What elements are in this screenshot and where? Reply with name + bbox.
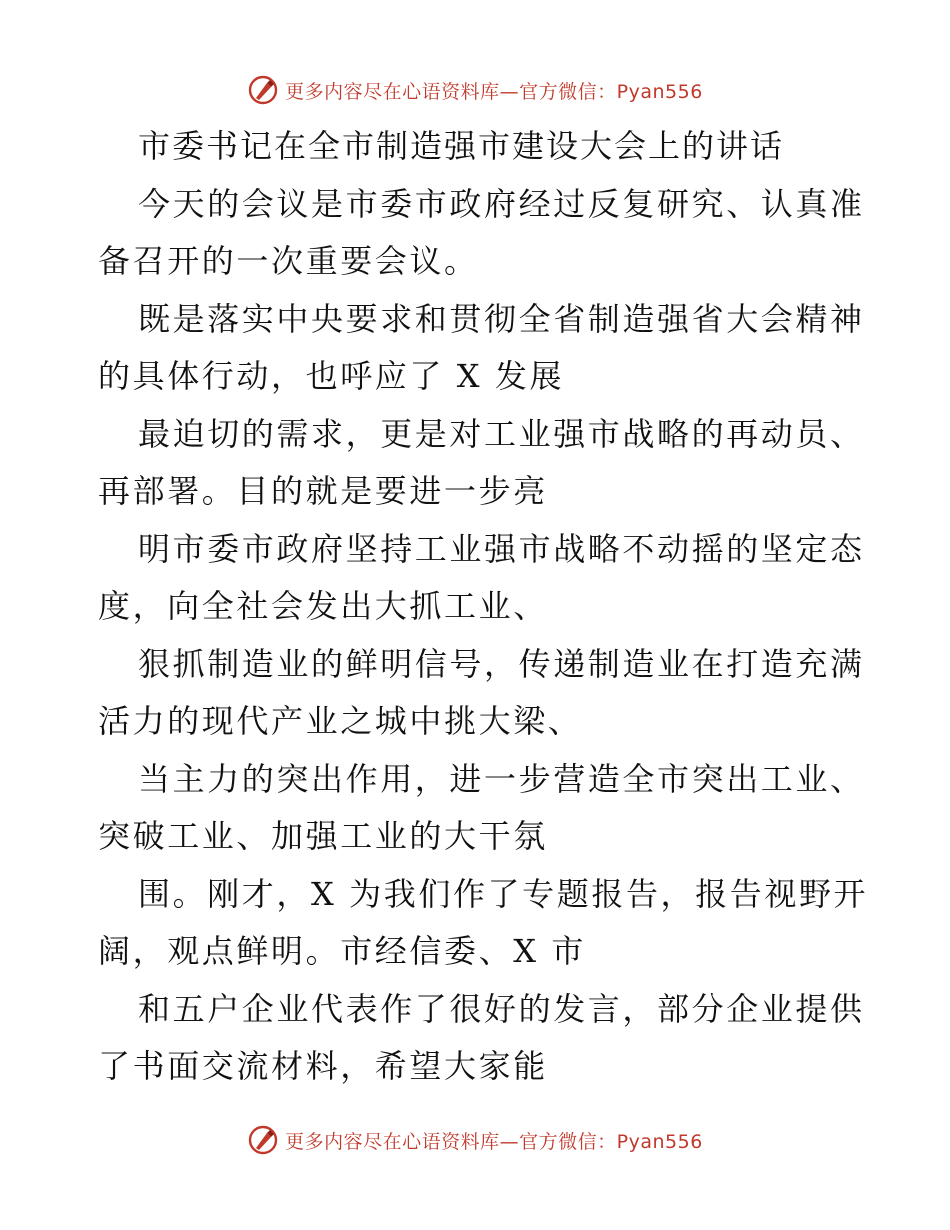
paragraph-line: 突破工业、加强工业的大干氛 [98, 817, 548, 855]
paragraph-line: 了书面交流材料，希望大家能 [98, 1047, 548, 1085]
pen-nib-icon [247, 74, 279, 106]
paragraph-line: 今天的会议是市委市政府经过反复研究、认真准 [138, 184, 865, 223]
paragraph-line: 备召开的一次重要会议。 [98, 242, 479, 280]
paragraph-line: 围。刚才，X 为我们作了专题报告，报告视野开 [138, 874, 869, 913]
pen-nib-icon [247, 1124, 279, 1156]
paragraph-line: 既是落实中央要求和贯彻全省制造强省大会精神 [138, 299, 865, 338]
paragraph-line: 明市委市政府坚持工业强市战略不动摇的坚定态 [138, 529, 865, 568]
paragraph-line: 再部署。目的就是要进一步亮 [98, 472, 548, 510]
paragraph-line: 当主力的突出作用，进一步营造全市突出工业、 [138, 759, 865, 798]
watermark-text: 更多内容尽在心语资料库—官方微信：Pyan556 [285, 1130, 703, 1153]
paragraph-line: 和五户企业代表作了很好的发言，部分企业提供 [138, 989, 865, 1028]
document-title: 市委书记在全市制造强市建设大会上的讲话 [138, 127, 785, 165]
paragraph-line: 的具体行动，也呼应了 X 发展 [98, 357, 565, 395]
paragraph-line: 狠抓制造业的鲜明信号，传递制造业在打造充满 [138, 644, 865, 683]
paragraph-line: 度，向全社会发出大抓工业、 [98, 587, 548, 625]
watermark-text: 更多内容尽在心语资料库—官方微信：Pyan556 [285, 80, 703, 103]
paragraph-line: 活力的现代产业之城中挑大梁、 [98, 702, 583, 740]
paragraph-line: 阔，观点鲜明。市经信委、X 市 [98, 932, 586, 970]
paragraph-line: 最迫切的需求，更是对工业强市战略的再动员、 [138, 414, 865, 453]
footer-watermark [0, 1120, 950, 1160]
document-body [98, 118, 869, 1096]
header-watermark [0, 70, 950, 110]
